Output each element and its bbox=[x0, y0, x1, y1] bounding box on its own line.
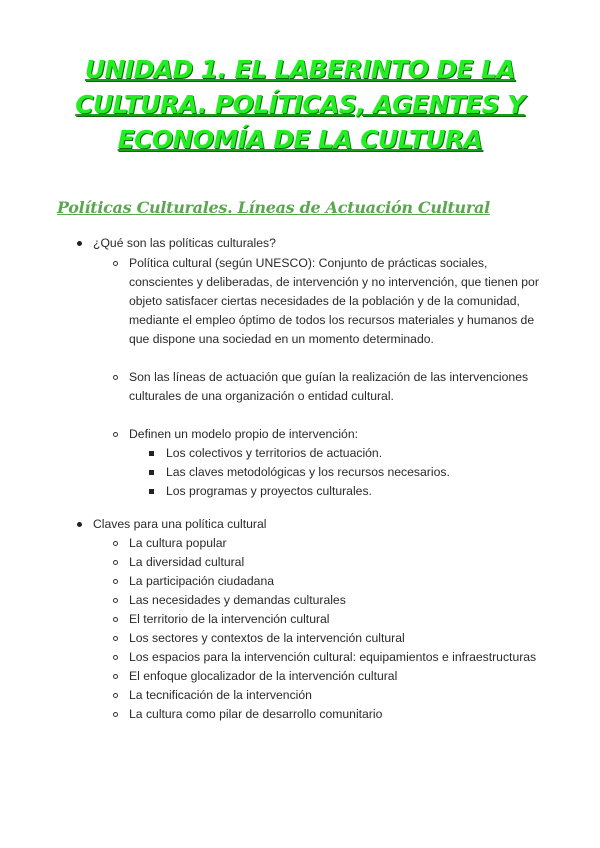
bullet-ring bbox=[113, 261, 118, 266]
key-item: La participación ciudadana bbox=[129, 574, 275, 588]
bullet-ring bbox=[113, 432, 118, 437]
bullet-ring bbox=[113, 693, 118, 698]
bullet-ring bbox=[113, 579, 118, 584]
model-item: Los programas y proyectos culturales. bbox=[166, 484, 372, 498]
model-text: Definen un modelo propio de intervención: bbox=[129, 427, 359, 441]
bullet-ring bbox=[113, 712, 118, 717]
bullet-ring bbox=[113, 375, 118, 380]
definition-line-1: Política cultural (según UNESCO): Conjunto de prácticas sociales, bbox=[129, 256, 488, 270]
title-line-1: UNIDAD 1. EL LABERINTO DE LA bbox=[84, 55, 516, 84]
section-heading: Políticas Culturales. Líneas de Actuación Cultural bbox=[57, 198, 490, 217]
lines-text-2: culturales de una organización o entidad cultural. bbox=[129, 389, 394, 403]
key-item: El territorio de la intervención cultural bbox=[129, 612, 330, 626]
bullet-dot bbox=[77, 241, 82, 246]
model-item: Los colectivos y territorios de actuación. bbox=[166, 446, 383, 460]
bullet-ring bbox=[113, 655, 118, 660]
bullet-ring bbox=[113, 674, 118, 679]
key-item: Los sectores y contextos de la intervención cultural bbox=[129, 631, 405, 645]
definition-line-3: objeto satisfacer ciertas necesidades de la población y de la comunidad, bbox=[129, 294, 520, 308]
document-title bbox=[40, 52, 560, 157]
key-item: Las necesidades y demandas culturales bbox=[129, 593, 346, 607]
bullet-ring bbox=[113, 636, 118, 641]
question-what-are: ¿Qué son las políticas culturales? bbox=[93, 236, 276, 250]
model-item: Las claves metodológicas y los recursos necesarios. bbox=[166, 465, 450, 479]
title-line-3: ECONOMÍA DE LA CULTURA bbox=[117, 125, 483, 154]
key-item: La diversidad cultural bbox=[129, 555, 245, 569]
key-item: Los espacios para la intervención cultural: equipamientos e infraestructuras bbox=[129, 650, 537, 664]
bullet-ring bbox=[113, 560, 118, 565]
title-line-2: CULTURA. POLÍTICAS, AGENTES Y bbox=[75, 90, 525, 119]
key-item: La cultura popular bbox=[129, 536, 227, 550]
definition-line-4: mediante el empleo óptimo de todos los recursos materiales y humanos de bbox=[129, 313, 535, 327]
bullet-dot bbox=[77, 522, 82, 527]
bullet-ring bbox=[113, 617, 118, 622]
definition-line-5: que dispone una sociedad en un momento determinado. bbox=[129, 332, 434, 346]
bullet-square bbox=[149, 470, 154, 475]
bullet-ring bbox=[113, 541, 118, 546]
key-item: El enfoque glocalizador de la intervención cultural bbox=[129, 669, 398, 683]
key-item: La tecnificación de la intervención bbox=[129, 688, 312, 702]
keys-heading: Claves para una política cultural bbox=[93, 517, 267, 531]
key-item: La cultura como pilar de desarrollo comunitario bbox=[129, 707, 383, 721]
bullet-ring bbox=[113, 598, 118, 603]
bullet-square bbox=[149, 489, 154, 494]
definition-line-2: conscientes y deliberadas, de intervención y no intervención, que tienen por bbox=[129, 275, 539, 289]
lines-text-1: Son las líneas de actuación que guían la realización de las intervenciones bbox=[129, 370, 529, 384]
bullet-square bbox=[149, 451, 154, 456]
